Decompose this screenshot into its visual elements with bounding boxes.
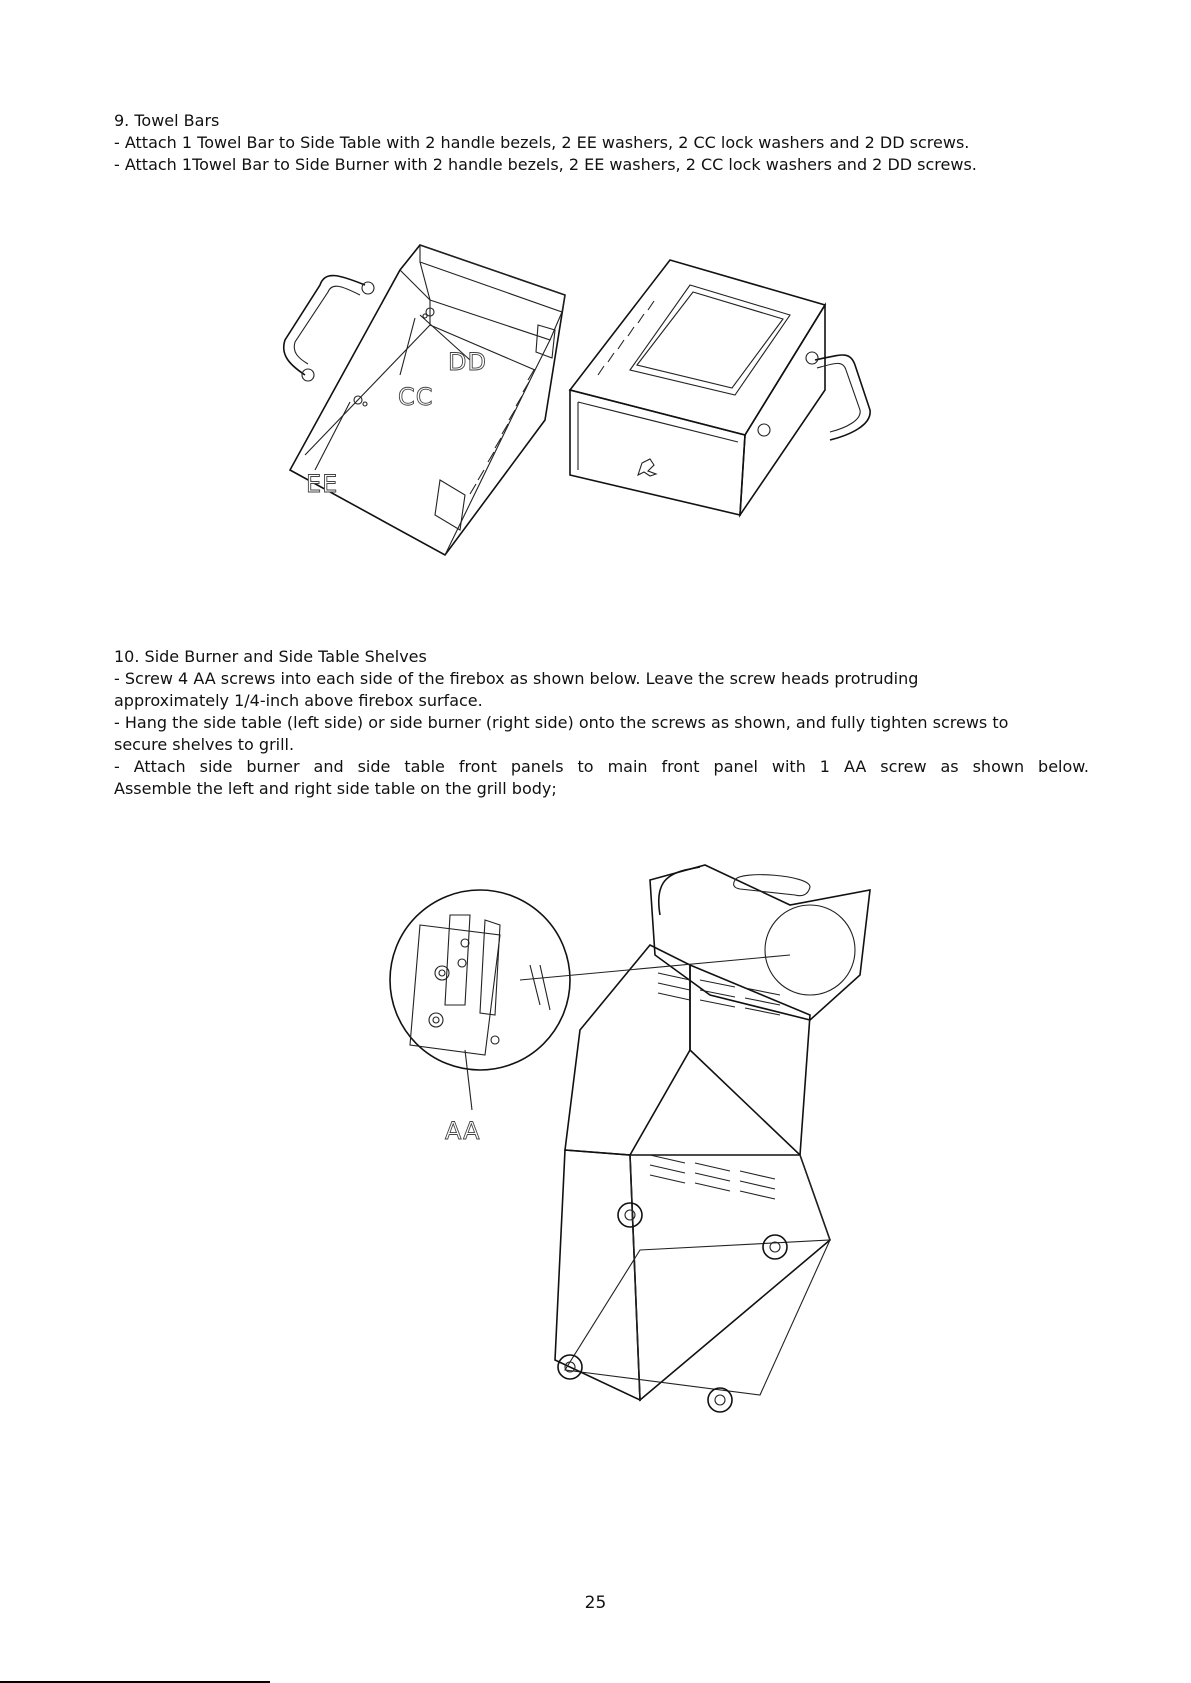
step-10-line-5: - Attach side burner and side table front panels to main front panel with 1 AA screw as shown below. (114, 757, 1089, 776)
page-number: 25 (584, 1593, 607, 1613)
towel-bar-assembly-figure (280, 230, 940, 590)
label-ee: EE (306, 470, 339, 498)
grill-body-drawing (520, 865, 870, 1412)
grill-body-shelf-figure (390, 855, 950, 1445)
step-9-line-1: - Attach 1 Towel Bar to Side Table with 2 handle bezels, 2 EE washers, 2 CC lock washers and 2 DD screws. (114, 133, 970, 152)
step-10-line-3: - Hang the side table (left side) or side burner (right side) onto the screws as shown, and fully tighten screws to (114, 713, 1009, 732)
detail-magnifier-left (390, 890, 570, 1110)
step-10-title: 10. Side Burner and Side Table Shelves (114, 647, 427, 666)
label-aa: AA (445, 1117, 481, 1145)
label-cc: CC (398, 383, 434, 411)
step-9-title: 9. Towel Bars (114, 111, 220, 130)
label-dd: DD (448, 348, 487, 376)
step-10-line-6: Assemble the left and right side table on the grill body; (114, 779, 557, 798)
step-9-instructions (114, 110, 1074, 176)
side-burner-drawing (570, 260, 870, 515)
step-10-line-2: approximately 1/4-inch above firebox surface. (114, 691, 483, 710)
detail-magnifier-right (765, 905, 855, 995)
step-9-line-2: - Attach 1Towel Bar to Side Burner with 2 handle bezels, 2 EE washers, 2 CC lock washers and 2 DD screws. (114, 155, 977, 174)
step-10-line-1: - Screw 4 AA screws into each side of the firebox as shown below. Leave the screw heads protruding (114, 669, 919, 688)
step-10-instructions (114, 646, 1089, 800)
step-10-line-4: secure shelves to grill. (114, 735, 295, 754)
